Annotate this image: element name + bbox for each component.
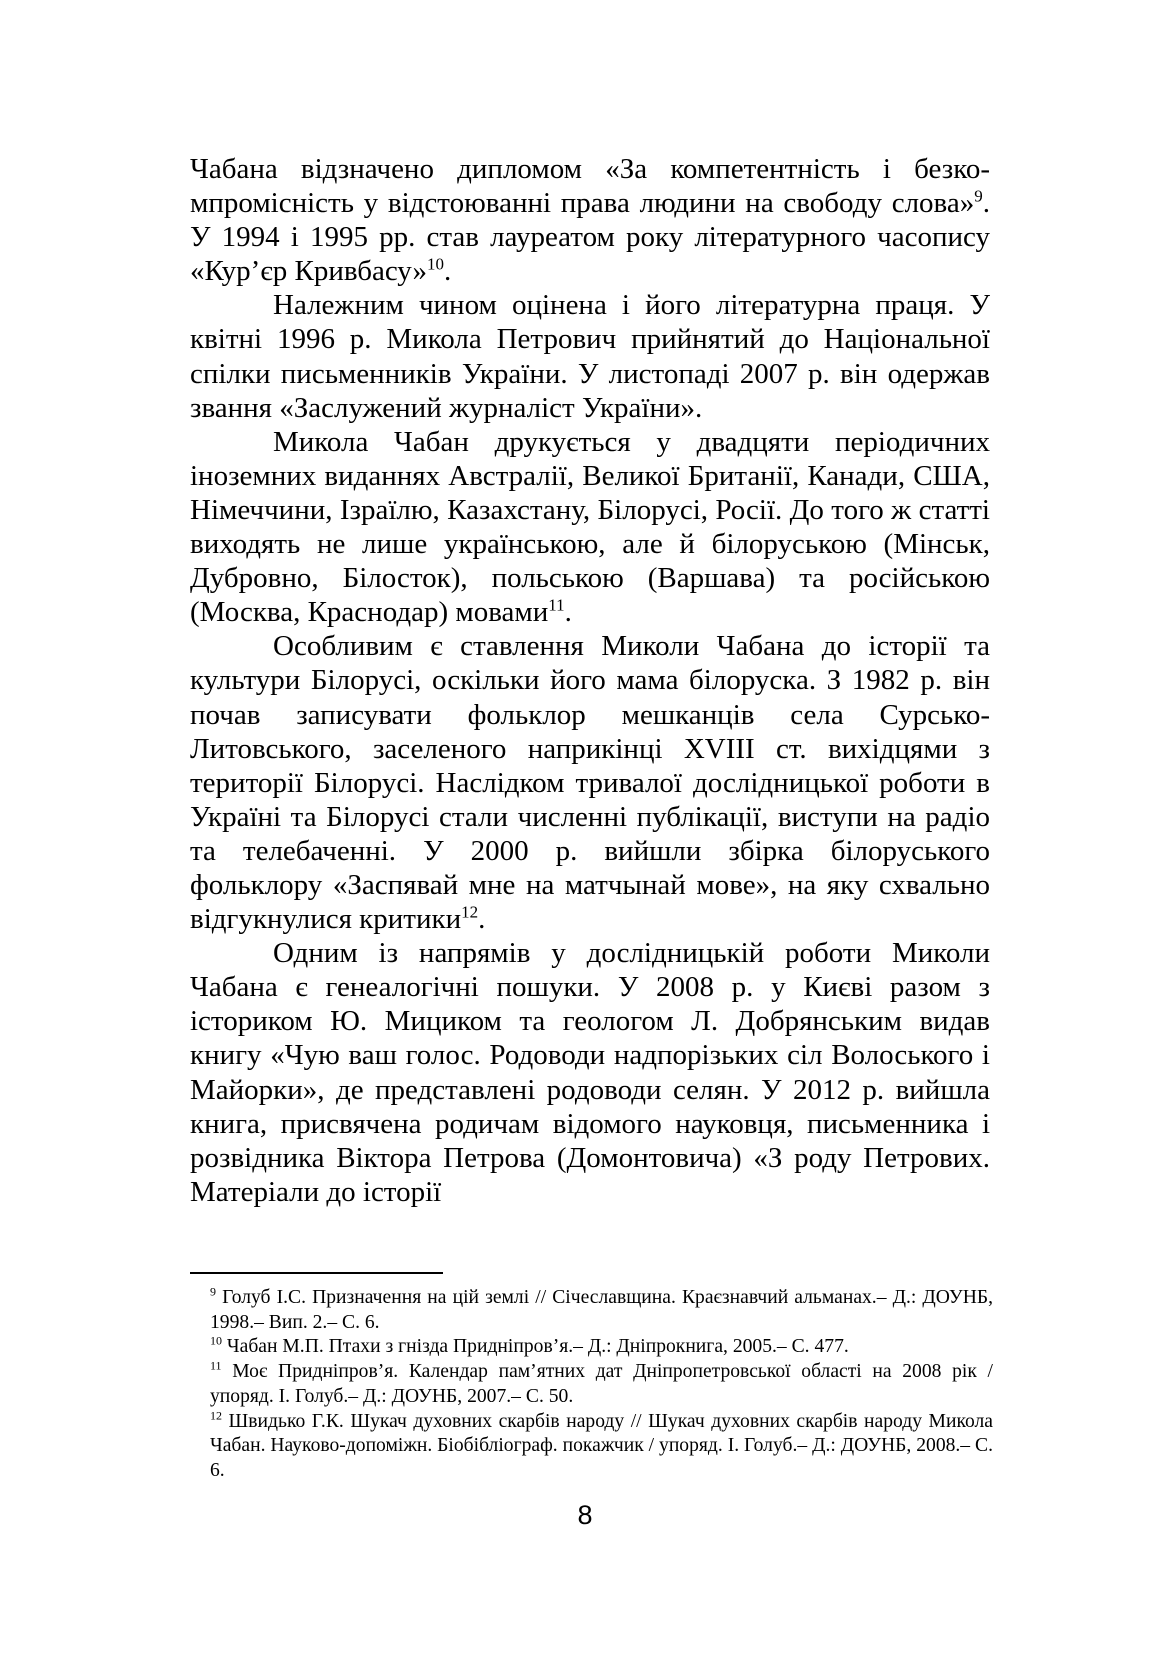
paragraph	[190, 629, 990, 936]
paragraph	[190, 152, 990, 288]
paragraph	[190, 425, 990, 630]
text-run: Одним із напрямів у дослідницькій роботи Миколи Чабана є генеалогічні пошуки. У 2008 р. у Києві разом з істориком Ю. Мициком та геологом Л. Добрянським видав книгу «Чую ваш голос. Родоводи надпорізьких сіл Волоського і Майорки», де представлені родоводи селян. У 2012 р. вийшла книга, присвячена родичам відомого науковця, письменника і розвідника Віктора Петрова (Домонтовича) «З роду Петрових. Матеріали до історії	[190, 937, 990, 1208]
body-text	[190, 152, 990, 1209]
footnote-text: Моє Придніпров’я. Календар пам’ятних дат Дніпропетровської області на 2008 рік / упоряд. І. Голуб.– Д.: ДОУНБ, 2007.– С. 50.	[210, 1361, 993, 1407]
footnote	[210, 1335, 993, 1360]
footnote-text: Швидько Г.К. Шукач духовних скарбів народу // Шукач духовних скарбів народу Микола Чабан. Науково-допоміжн. Біобібліограф. покажчик / упоряд. І. Голуб.– Д.: ДОУНБ, 2008.– С. 6.	[210, 1410, 993, 1481]
footnote-text: Голуб І.С. Призначення на цій землі // Січеславщина. Краєзнавчий альманах.– Д.: ДОУНБ, 1998.– Вип. 2.– С. 6.	[210, 1287, 993, 1333]
footnote-ref: 12	[461, 902, 479, 922]
text-run: Чабана відзначено дипломом «За компетентність і безкомпромісність у відстоюванні права людини на свободу слова»	[190, 153, 990, 220]
page-body	[190, 152, 990, 1209]
text-run: .	[444, 255, 452, 288]
footnote-number: 10	[210, 1333, 222, 1348]
text-run: .	[478, 903, 486, 936]
footnote-number: 9	[210, 1284, 216, 1299]
footnote-separator	[190, 1272, 443, 1274]
footnote-ref: 10	[427, 254, 445, 274]
text-run: .	[564, 596, 572, 629]
text-run: . У 1994 і 1995 рр. став лауреатом року літературного часопису «Кур’єр Кривбасу»	[190, 187, 990, 288]
paragraph	[190, 936, 990, 1209]
footnote-text: Чабан М.П. Птахи з гнізда Придніпров’я.– Д.: Дніпрокнига, 2005.– С. 477.	[222, 1336, 849, 1358]
text-run: Микола Чабан друкується у двадцяти періодичних іноземних виданнях Австралії, Великої Британії, Канади, США, Німеччини, Ізраїлю, Казахстану, Білорусі, Росії. До того ж статті виходять не лише українською, але й білоруською (Мінськ, Дубровно, Білосток), польською (Варшава) та російською (Москва, Краснодар) мовами	[190, 425, 990, 629]
footnote-number: 11	[210, 1358, 222, 1373]
text-run: Особливим є ставлення Миколи Чабана до історії та культури Білорусі, оскільки його мама білоруска. З 1982 р. він почав записувати фольклор мешканців села Сурсько-Литовського, заселеного наприкінці XVIII ст. вихідцями з території Білорусі. Наслідком тривалої дослідницької роботи в Україні та Білорусі стали численні публікації, виступи на радіо та телебаченні. У 2000 р. вийшли збірка білоруського фольклору «Заспявай мне на матчынай мове», на яку схвально відгукнулися критики	[190, 630, 990, 936]
footnote-number: 12	[210, 1407, 222, 1422]
footnote-ref: 9	[974, 186, 983, 206]
footnote-ref: 11	[548, 595, 565, 615]
page-number: 8	[577, 1500, 593, 1530]
text-run: Належним чином оцінена і його літературна праця. У квітні 1996 р. Микола Петрович прийнятий до Національної спілки письменників України. У листопаді 2007 р. він одержав звання «Заслужений журналіст України».	[190, 289, 990, 424]
paragraph	[190, 288, 990, 424]
footnote	[210, 1407, 993, 1484]
footnotes	[210, 1286, 993, 1484]
footnote	[210, 1286, 993, 1335]
footnote	[210, 1360, 993, 1409]
